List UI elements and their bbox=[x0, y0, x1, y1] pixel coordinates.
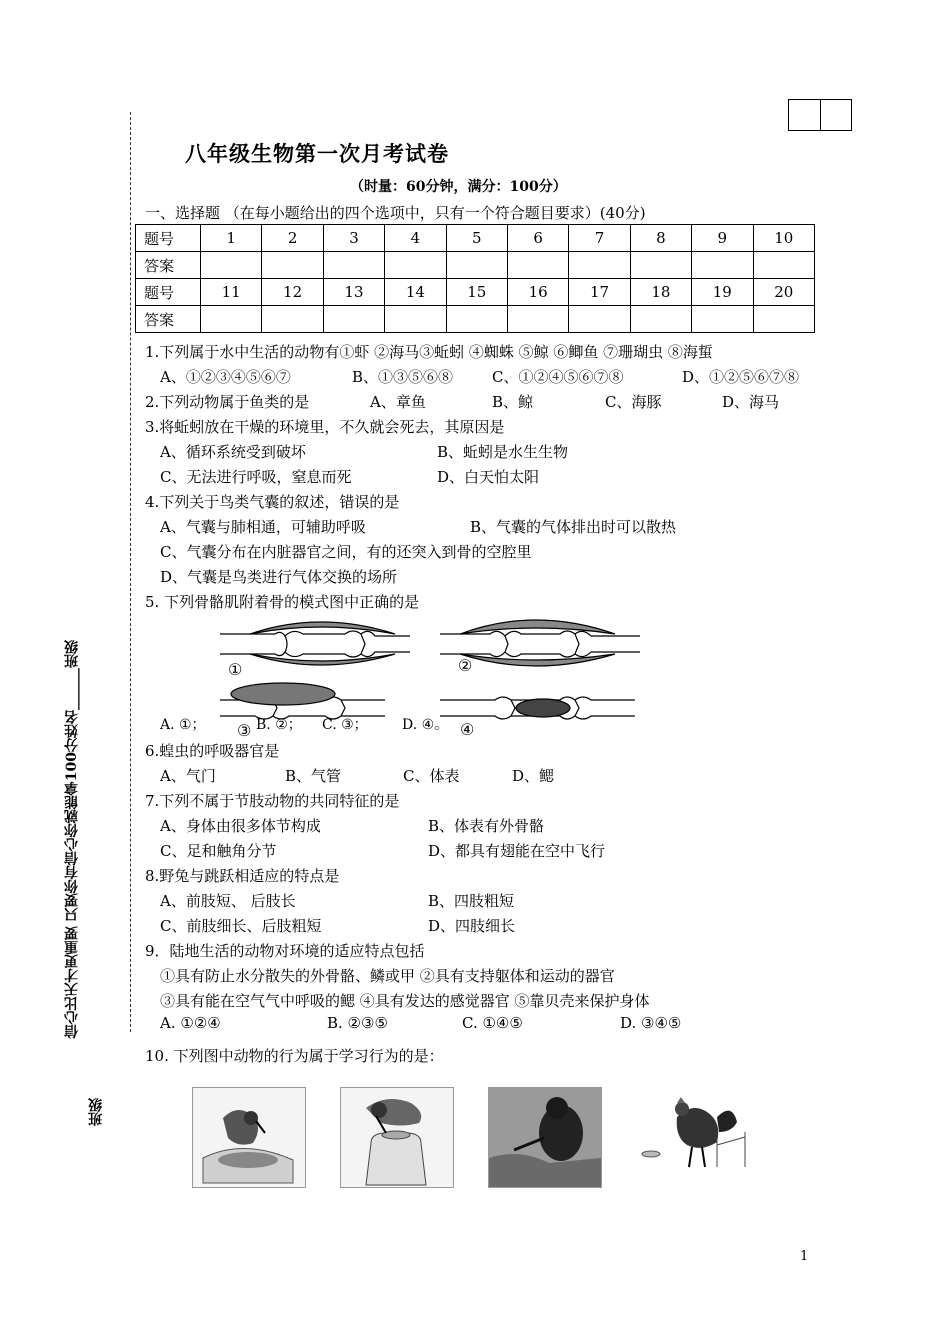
option: D、四肢细长 bbox=[428, 917, 516, 935]
rooster-image bbox=[637, 1087, 751, 1188]
option: B、气管 bbox=[285, 767, 342, 785]
answer-cell[interactable] bbox=[692, 306, 753, 333]
question-3: 3.将蚯蚓放在干燥的环境里，不久就会死去，其原因是 bbox=[145, 418, 505, 436]
diagram-label-2: ② bbox=[458, 656, 473, 675]
answer-cell[interactable] bbox=[507, 252, 568, 279]
table-cell: 17 bbox=[569, 279, 630, 306]
option: C、前肢细长、后肢粗短 bbox=[160, 917, 322, 935]
answer-cell[interactable] bbox=[692, 252, 753, 279]
table-cell: 12 bbox=[262, 279, 323, 306]
option: D、都具有翅能在空中飞行 bbox=[428, 842, 606, 860]
option: D、①②⑤⑥⑦⑧ bbox=[682, 368, 800, 386]
question-7: 7.下列不属于节肢动物的共同特征的是 bbox=[145, 792, 400, 810]
question-5: 5. 下列骨骼肌附着骨的模式图中正确的是 bbox=[145, 593, 420, 611]
option: A、①②③④⑤⑥⑦ bbox=[160, 368, 291, 386]
table-cell: 14 bbox=[385, 279, 446, 306]
page-subtitle: （时量：60分钟，满分：100分） bbox=[350, 179, 567, 195]
question-1: 1.下列属于水中生活的动物有①虾 ②海马③蚯蚓 ④蜘蛛 ⑤鲸 ⑥鲫鱼 ⑦珊瑚虫 ⑧海蜇 bbox=[145, 343, 713, 361]
option: B、气囊的气体排出时可以散热 bbox=[470, 518, 677, 536]
option: B. ②③⑤ bbox=[327, 1014, 388, 1032]
answer-cell[interactable] bbox=[262, 252, 323, 279]
option: D、海马 bbox=[722, 393, 780, 411]
table-cell: 18 bbox=[630, 279, 691, 306]
option: D. ④。 bbox=[402, 717, 449, 733]
option: A、章鱼 bbox=[370, 393, 426, 411]
score-cell bbox=[821, 100, 852, 130]
option: B、鲸 bbox=[492, 393, 534, 411]
table-cell: 13 bbox=[323, 279, 384, 306]
answer-cell[interactable] bbox=[569, 306, 630, 333]
question-6: 6.蝗虫的呼吸器官是 bbox=[145, 742, 280, 760]
answer-cell[interactable] bbox=[323, 306, 384, 333]
option: A. ①②④ bbox=[160, 1014, 221, 1032]
option: A、气囊与肺相通，可辅助呼吸 bbox=[160, 518, 366, 536]
table-cell: 6 bbox=[507, 225, 568, 252]
table-row bbox=[136, 252, 815, 279]
answer-table bbox=[135, 224, 815, 333]
table-cell: 10 bbox=[753, 225, 814, 252]
option: D. ③④⑤ bbox=[620, 1014, 682, 1032]
option: A、气门 bbox=[160, 767, 216, 785]
diagram-1 bbox=[220, 622, 410, 665]
muscle-bone-diagram bbox=[215, 614, 645, 726]
question-8: 8.野兔与跳跃相适应的特点是 bbox=[145, 867, 340, 885]
option: B、体表有外骨骼 bbox=[428, 817, 545, 835]
answer-cell[interactable] bbox=[569, 252, 630, 279]
answer-cell[interactable] bbox=[385, 306, 446, 333]
question-2: 2.下列动物属于鱼类的是 bbox=[145, 393, 310, 411]
table-cell: 4 bbox=[385, 225, 446, 252]
option: B、四肢粗短 bbox=[428, 892, 515, 910]
answer-cell[interactable] bbox=[630, 252, 691, 279]
side-motto: 信心比天才更重要 只要你有信心你就能拿100分姓名______班级 bbox=[64, 640, 80, 1039]
question-4: 4.下列关于鸟类气囊的叙述，错误的是 bbox=[145, 493, 400, 511]
table-row bbox=[136, 225, 815, 252]
answer-cell[interactable] bbox=[753, 306, 814, 333]
table-cell: 11 bbox=[201, 279, 262, 306]
table-cell: 2 bbox=[262, 225, 323, 252]
table-row bbox=[136, 279, 815, 306]
option: B. ②； bbox=[256, 717, 302, 733]
section-heading: 一、选择题 （在每小题给出的四个选项中，只有一个符合题目要求）(40分) bbox=[145, 204, 646, 222]
answer-cell[interactable] bbox=[446, 306, 507, 333]
option: C. ①④⑤ bbox=[462, 1014, 523, 1032]
chimpanzee-image bbox=[488, 1087, 602, 1188]
answer-cell[interactable] bbox=[323, 252, 384, 279]
answer-cell[interactable] bbox=[446, 252, 507, 279]
option: D、气囊是鸟类进行气体交换的场所 bbox=[160, 568, 398, 586]
diagram-label-3: ③ bbox=[237, 721, 252, 740]
option: A、前肢短、 后肢长 bbox=[160, 892, 296, 910]
table-row bbox=[136, 306, 815, 333]
question-9-statement: ①具有防止水分散失的外骨骼、鳞或甲 ②具有支持躯体和运动的器官 bbox=[160, 967, 615, 985]
table-cell: 3 bbox=[323, 225, 384, 252]
page-title: 八年级生物第一次月考试卷 bbox=[185, 141, 449, 166]
side-class: 班级 bbox=[88, 1098, 104, 1126]
table-cell: 16 bbox=[507, 279, 568, 306]
option: A、循环系统受到破坏 bbox=[160, 443, 306, 461]
option: B、①③⑤⑥⑧ bbox=[352, 368, 454, 386]
score-box bbox=[788, 99, 852, 131]
table-label: 答案 bbox=[136, 252, 201, 279]
table-cell: 20 bbox=[753, 279, 814, 306]
binding-line bbox=[130, 112, 131, 1032]
option: C、足和触角分节 bbox=[160, 842, 277, 860]
diagram-label-1: ① bbox=[228, 660, 243, 679]
option: B、蚯蚓是水生生物 bbox=[437, 443, 569, 461]
option: C、气囊分布在内脏器官之间，有的还突入到骨的空腔里 bbox=[160, 543, 532, 561]
question-10: 10. 下列图中动物的行为属于学习行为的是： bbox=[145, 1047, 444, 1065]
option: A、身体由很多体节构成 bbox=[160, 817, 321, 835]
option: D、白天怕太阳 bbox=[437, 468, 540, 486]
answer-cell[interactable] bbox=[507, 306, 568, 333]
score-cell bbox=[789, 100, 821, 130]
table-cell: 8 bbox=[630, 225, 691, 252]
answer-cell[interactable] bbox=[630, 306, 691, 333]
table-cell: 19 bbox=[692, 279, 753, 306]
option: A. ①； bbox=[160, 717, 206, 733]
table-cell: 5 bbox=[446, 225, 507, 252]
question-9: 9．陆地生活的动物对环境的适应特点包括 bbox=[145, 942, 425, 960]
option: C. ③； bbox=[322, 717, 368, 733]
table-cell: 9 bbox=[692, 225, 753, 252]
question-9-statement: ③具有能在空气气中呼吸的鳃 ④具有发达的感觉器官 ⑤靠贝壳来保护身体 bbox=[160, 992, 650, 1010]
diagram-label-4: ④ bbox=[460, 720, 475, 739]
option: C、体表 bbox=[403, 767, 460, 785]
bird-drinking-image bbox=[192, 1087, 306, 1188]
option: C、无法进行呼吸，窒息而死 bbox=[160, 468, 352, 486]
answer-cell[interactable] bbox=[385, 252, 446, 279]
answer-cell[interactable] bbox=[262, 306, 323, 333]
page-number: 1 bbox=[800, 1249, 809, 1264]
answer-cell[interactable] bbox=[201, 306, 262, 333]
diagram-4 bbox=[440, 697, 635, 719]
option: D、鳃 bbox=[512, 767, 555, 785]
answer-cell[interactable] bbox=[201, 252, 262, 279]
table-label: 题号 bbox=[136, 225, 201, 252]
option: C、①②④⑤⑥⑦⑧ bbox=[492, 368, 624, 386]
table-label: 答案 bbox=[136, 306, 201, 333]
table-cell: 15 bbox=[446, 279, 507, 306]
table-cell: 7 bbox=[569, 225, 630, 252]
bird-bottle-image bbox=[340, 1087, 454, 1188]
option: C、海豚 bbox=[605, 393, 662, 411]
table-label: 题号 bbox=[136, 279, 201, 306]
table-cell: 1 bbox=[201, 225, 262, 252]
answer-cell[interactable] bbox=[753, 252, 814, 279]
